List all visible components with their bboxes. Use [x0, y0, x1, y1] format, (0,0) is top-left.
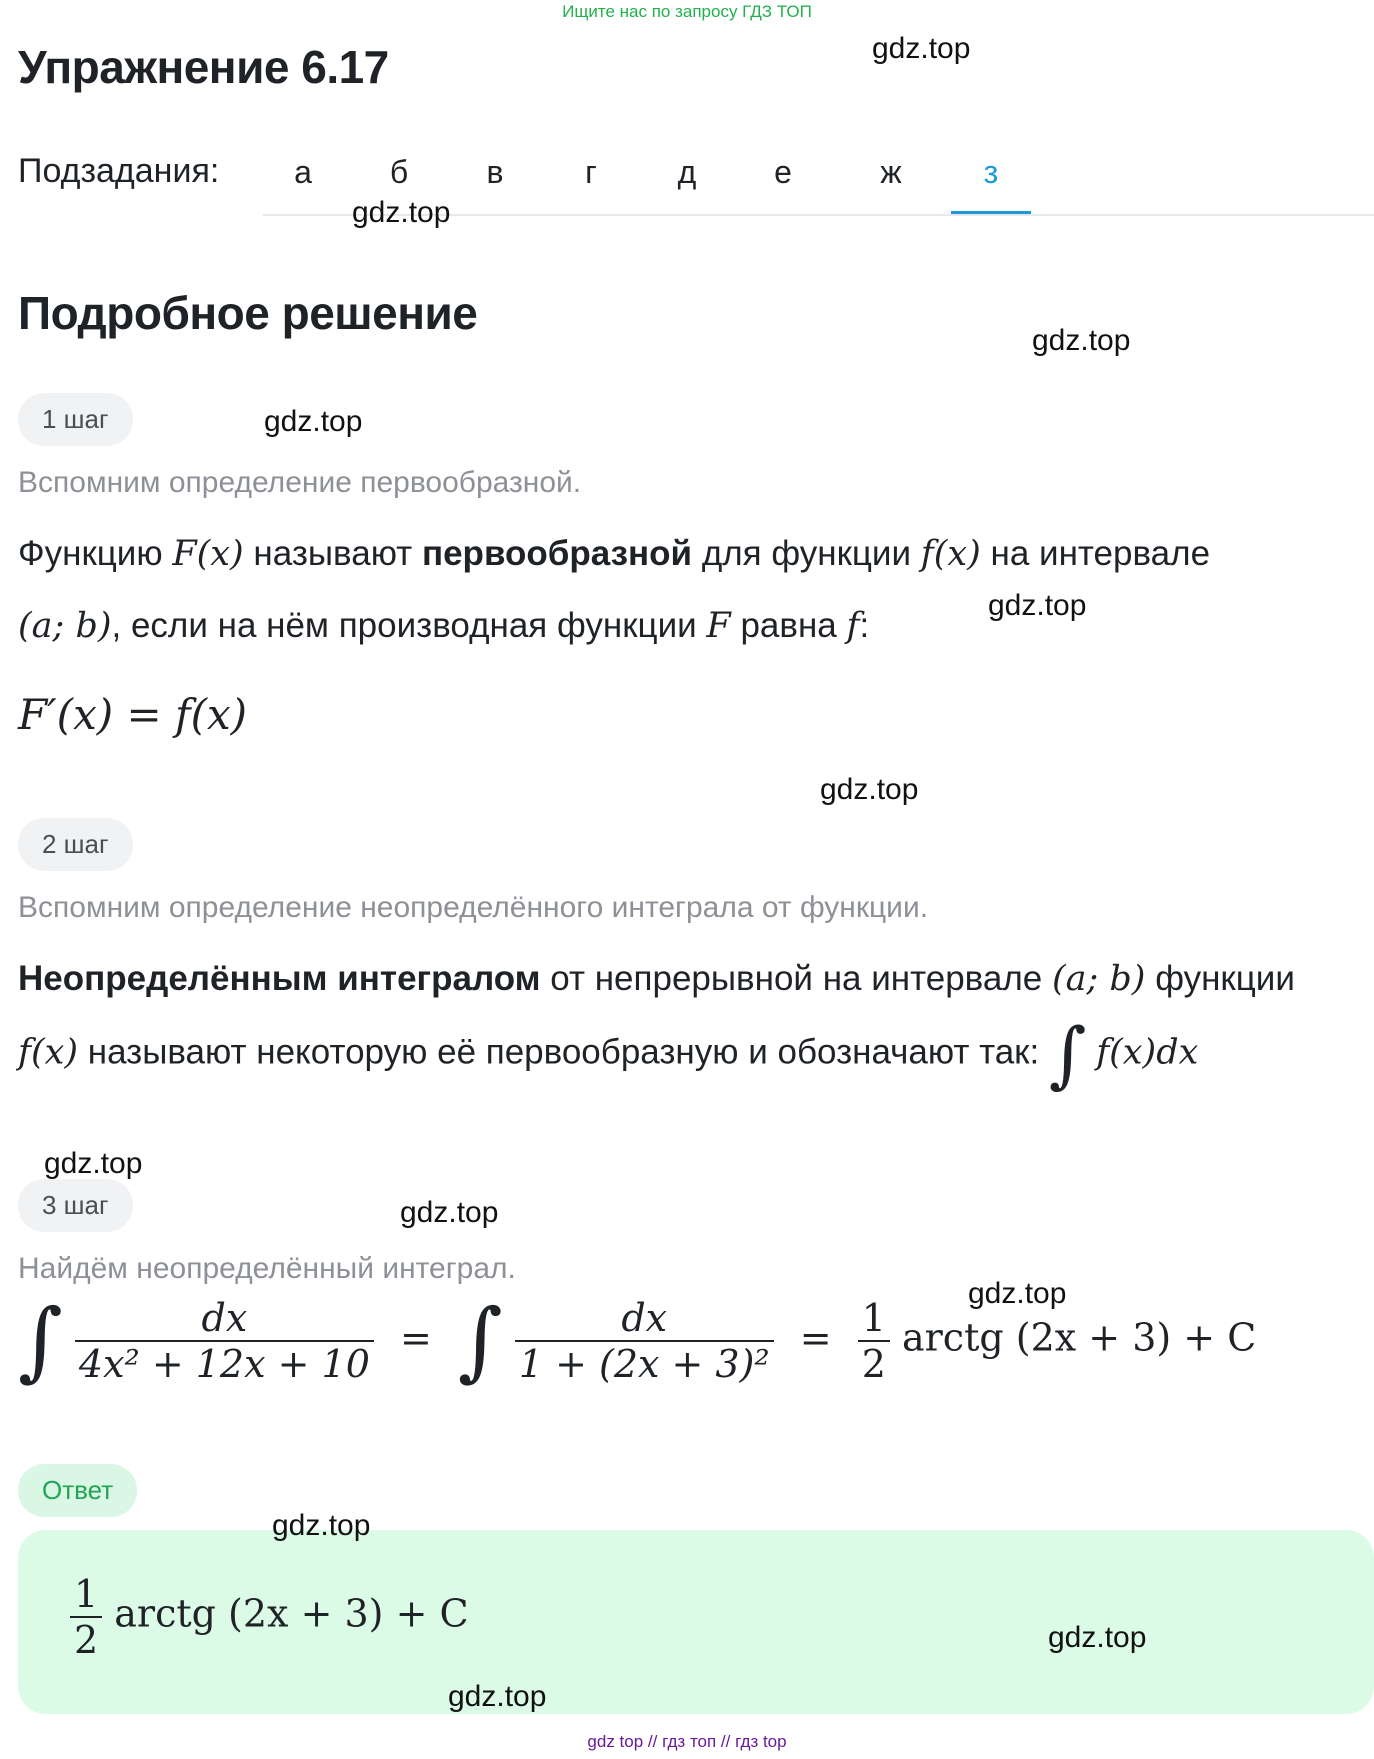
- fraction-1: [75, 1296, 374, 1386]
- text: от непрерывной на интервале: [550, 959, 1043, 998]
- fraction-1-numerator: dx: [75, 1296, 374, 1342]
- math-F-of-x: F(x): [172, 534, 244, 574]
- text: функции: [1155, 959, 1295, 998]
- equals-sign: =: [399, 1315, 432, 1360]
- text: Функцию: [18, 534, 163, 573]
- subtasks-label: Подзадания:: [18, 152, 220, 190]
- fraction-1-denominator: 4x² + 12x + 10: [78, 1342, 370, 1386]
- tab-a[interactable]: а: [294, 154, 312, 190]
- watermark: gdz.top: [872, 32, 971, 65]
- watermark: gdz.top: [448, 1680, 547, 1713]
- watermark: gdz.top: [264, 405, 363, 438]
- step-2-definition-line-2: [18, 1012, 1199, 1096]
- step-2-definition-line-1: [18, 959, 1295, 999]
- answer-formula: [70, 1572, 469, 1662]
- watermark: gdz.top: [820, 773, 919, 806]
- math-F: F: [706, 606, 731, 646]
- step-1-definition-line-1: [18, 534, 1210, 574]
- tab-b[interactable]: б: [389, 154, 409, 190]
- math-interval: (a; b): [1051, 959, 1146, 999]
- step-1-definition-line-2: [18, 606, 869, 646]
- answer-half-numerator: 1: [70, 1572, 102, 1618]
- watermark: gdz.top: [272, 1509, 371, 1542]
- equals-sign: =: [799, 1315, 832, 1360]
- watermark: gdz.top: [1048, 1621, 1147, 1654]
- text: называют некоторую её первообразную и обозначают так:: [87, 1032, 1040, 1072]
- tab-d[interactable]: д: [677, 154, 697, 190]
- text: называют: [253, 534, 413, 573]
- watermark: gdz.top: [352, 196, 451, 229]
- watermark: gdz.top: [988, 589, 1087, 622]
- math-f: f: [846, 606, 860, 646]
- result-expression: arctg (2x + 3) + C: [901, 1315, 1257, 1360]
- tab-zh[interactable]: ж: [880, 154, 902, 190]
- tab-v[interactable]: в: [486, 154, 504, 190]
- step-2-badge: 2 шаг: [18, 818, 133, 871]
- watermark: gdz.top: [400, 1196, 499, 1229]
- tab-z[interactable]: з: [951, 154, 1031, 214]
- step-1-formula: F′(x) = f(x): [18, 690, 248, 739]
- watermark: gdz.top: [968, 1277, 1067, 1310]
- math-f-of-x: f(x): [920, 534, 981, 574]
- text: , если на нём производная функции: [111, 606, 697, 645]
- step-2-intro: Вспомним определение неопределённого интеграла от функции.: [18, 891, 929, 924]
- half-numerator: 1: [858, 1296, 890, 1342]
- text: равна: [740, 606, 837, 645]
- text: для функции: [701, 534, 912, 573]
- bold-term: первообразной: [421, 534, 693, 573]
- watermark: gdz.top: [44, 1147, 143, 1180]
- step-3-intro: Найдём неопределённый интеграл.: [18, 1252, 516, 1285]
- half-fraction: [858, 1296, 890, 1386]
- integral-sign-icon: ∫: [18, 1291, 63, 1391]
- step-1-intro: Вспомним определение первообразной.: [18, 466, 582, 499]
- integral-sign-icon: ∫: [457, 1291, 503, 1391]
- fraction-2-denominator: 1 + (2x + 3)²: [518, 1342, 770, 1386]
- section-title: Подробное решение: [18, 287, 478, 339]
- top-banner: Ищите нас по запросу ГДЗ ТОП: [562, 2, 812, 21]
- watermark: gdz.top: [1032, 324, 1131, 357]
- math-f-of-x: f(x): [18, 1032, 79, 1073]
- text: на интервале: [990, 534, 1211, 573]
- answer-expression: arctg (2x + 3) + C: [114, 1591, 469, 1636]
- step-3-badge: 3 шаг: [18, 1179, 133, 1232]
- tab-e[interactable]: е: [774, 154, 792, 190]
- half-denominator: 2: [861, 1342, 886, 1386]
- bold-term: Неопределённым интегралом: [18, 959, 541, 998]
- tab-g[interactable]: г: [585, 154, 597, 190]
- fraction-2: [515, 1296, 774, 1386]
- footer: gdz top // гдз топ // гдз top: [587, 1732, 787, 1751]
- page-title: Упражнение 6.17: [18, 41, 389, 93]
- step-1-badge: 1 шаг: [18, 393, 133, 446]
- integral-sign-icon: ∫: [1048, 1012, 1087, 1096]
- answer-badge: Ответ: [18, 1464, 137, 1517]
- answer-half-fraction: [70, 1572, 102, 1662]
- math-integrand: f(x)dx: [1096, 1032, 1199, 1073]
- fraction-2-numerator: dx: [515, 1296, 774, 1342]
- math-interval: (a; b): [18, 606, 112, 646]
- text: :: [859, 606, 870, 645]
- answer-half-denominator: 2: [74, 1618, 99, 1662]
